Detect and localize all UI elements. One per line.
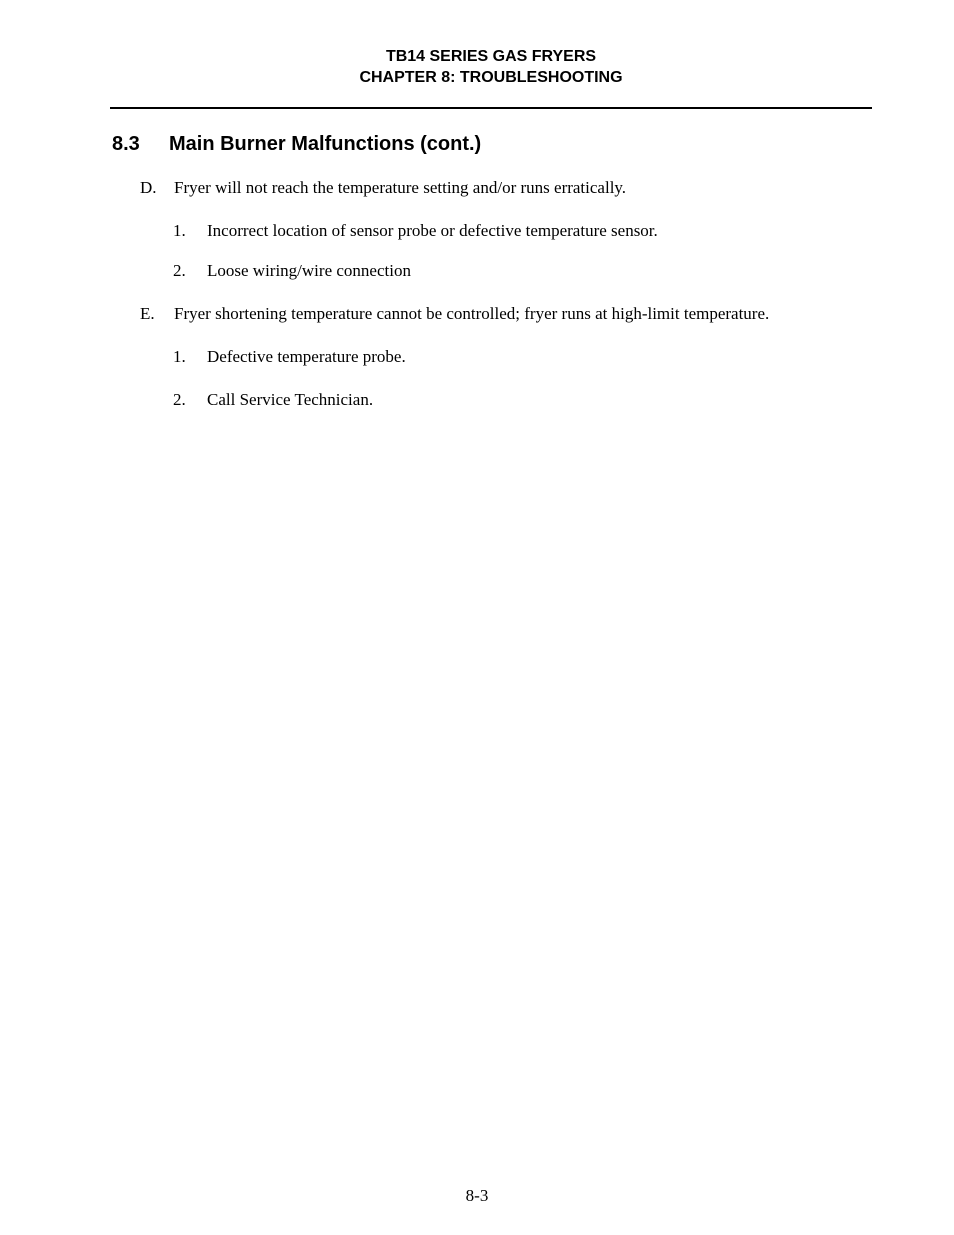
page-header bbox=[110, 46, 872, 88]
sub-item-d-2 bbox=[173, 260, 411, 282]
header-chapter: CHAPTER 8: TROUBLESHOOTING bbox=[359, 69, 623, 86]
section-heading bbox=[112, 131, 481, 157]
list-item-text: Fryer will not reach the temperature setting and/or runs erratically. bbox=[174, 178, 627, 197]
list-item-text: Call Service Technician. bbox=[207, 390, 374, 409]
list-marker: 2. bbox=[173, 390, 186, 409]
list-item-d bbox=[140, 177, 626, 199]
sub-item-e-2 bbox=[173, 389, 373, 411]
list-item-text: Defective temperature probe. bbox=[207, 347, 406, 366]
list-marker: 2. bbox=[173, 261, 186, 280]
list-item-e bbox=[140, 303, 769, 325]
list-marker: 1. bbox=[173, 221, 186, 240]
list-item-text: Fryer shortening temperature cannot be controlled; fryer runs at high-limit temperature. bbox=[174, 304, 770, 323]
list-marker: D. bbox=[140, 178, 157, 197]
list-marker: 1. bbox=[173, 347, 186, 366]
list-item-text: Loose wiring/wire connection bbox=[207, 261, 411, 280]
section-title: Main Burner Malfunctions (cont.) bbox=[169, 133, 482, 155]
list-item-text: Incorrect location of sensor probe or defective temperature sensor. bbox=[207, 221, 658, 240]
sub-item-d-1 bbox=[173, 220, 658, 242]
section-number: 8.3 bbox=[112, 133, 140, 155]
list-marker: E. bbox=[140, 304, 155, 323]
header-title: TB14 SERIES GAS FRYERS bbox=[385, 48, 597, 65]
sub-item-e-1 bbox=[173, 346, 406, 368]
header-divider bbox=[110, 107, 872, 109]
page-number: 8-3 bbox=[465, 1186, 489, 1205]
